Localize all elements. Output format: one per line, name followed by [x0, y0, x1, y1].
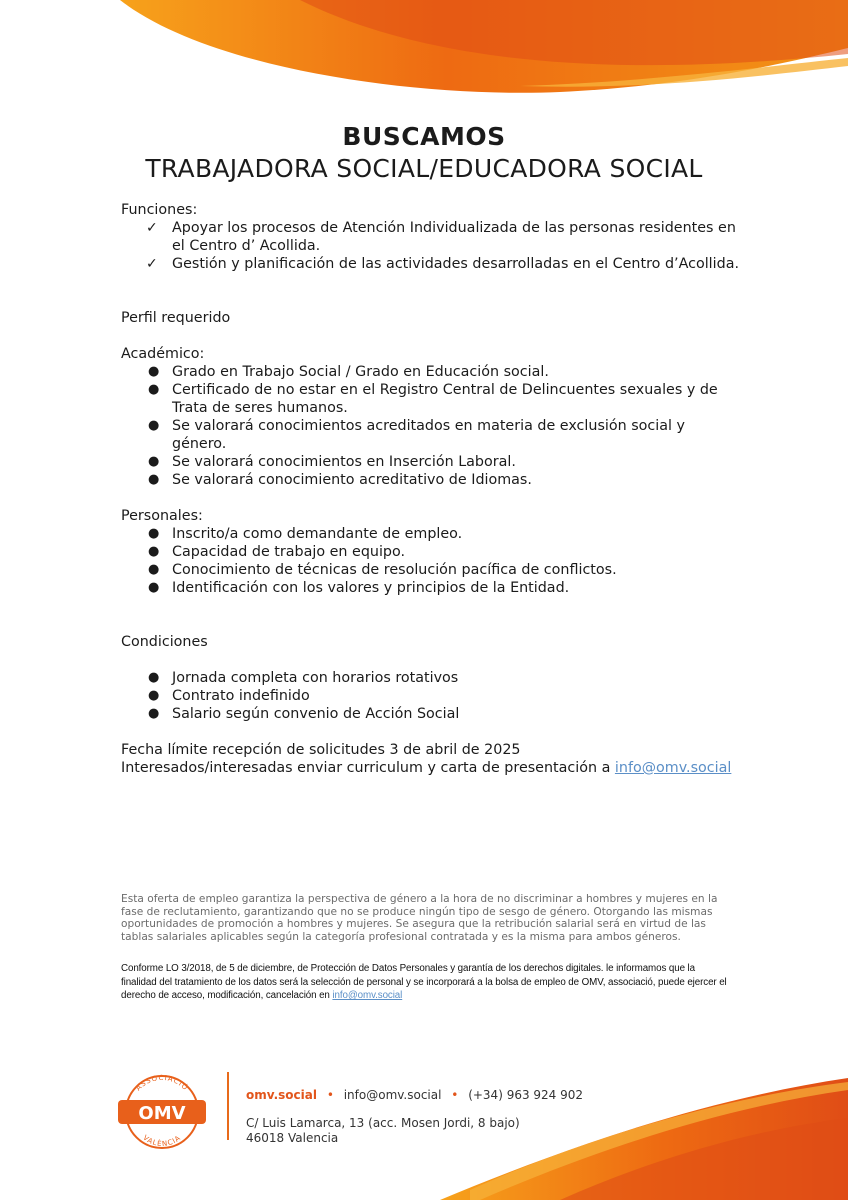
bullet-icon: ●	[148, 544, 160, 559]
academico-list	[121, 363, 741, 489]
bullet-icon: ●	[148, 364, 160, 379]
apply-email-link[interactable]: info@omv.social	[614, 760, 732, 776]
list-item: ● Capacidad de trabajo en equipo.	[148, 544, 406, 560]
legal-email-link[interactable]: info@omv.social	[332, 990, 403, 1001]
bullet-icon: ●	[148, 472, 160, 487]
separator-dot: •	[451, 1088, 459, 1102]
list-item: ✓ Apoyar los procesos de Atención Individualizada de las personas residentes en el Centro d’ Acollida.	[146, 220, 736, 254]
footer-contact	[246, 1086, 583, 1146]
funciones-label: Funciones:	[121, 202, 198, 218]
job-description	[121, 201, 741, 777]
bullet-icon: ●	[148, 526, 160, 541]
bullet-icon: ●	[148, 382, 160, 397]
svg-text:OMV: OMV	[138, 1103, 186, 1124]
apply-text: Interesados/interesadas enviar curriculum y carta de presentación a info@omv.social	[121, 760, 732, 776]
heading	[0, 122, 848, 186]
perfil-label: Perfil requerido	[121, 310, 231, 326]
list-item: ✓ Gestión y planificación de las actividades desarrolladas en el Centro d’Acollida.	[146, 256, 740, 272]
svg-text:ASSOCIACIÓ: ASSOCIACIÓ	[134, 1073, 190, 1093]
bullet-icon: ●	[148, 580, 160, 595]
website-link[interactable]: omv.social	[246, 1088, 317, 1102]
list-item: ● Contrato indefinido	[148, 688, 310, 704]
personales-label: Personales:	[121, 508, 203, 524]
academico-label: Académico:	[121, 346, 205, 362]
condiciones-label: Condiciones	[121, 634, 208, 650]
list-item: ● Inscrito/a como demandante de empleo.	[148, 526, 463, 542]
phone-number: (+34) 963 924 902	[468, 1088, 584, 1102]
gender-disclaimer: Esta oferta de empleo garantiza la perspectiva de género a la hora de no discriminar a hombres y mujeres en la fase de reclutamiento, garantizando que no se produce ningún tipo de sesgo de género. Otorgando las mismas oportunidades de promoción a hombres y mujeres. Se asegura que la retribución salarial será en virtud de las tablas salariales aplicables según la categoría profesional contratada y es la misma para ambos géneros.	[121, 893, 718, 943]
deadline-text: Fecha límite recepción de solicitudes 3 de abril de 2025	[121, 742, 521, 758]
address-line-1: C/ Luis Lamarca, 13 (acc. Mosen Jordi, 8 bajo)	[246, 1116, 520, 1130]
funciones-list	[121, 219, 741, 273]
bullet-icon: ●	[148, 454, 160, 469]
list-item: ● Grado en Trabajo Social / Grado en Educación social.	[148, 364, 549, 380]
bullet-icon: ●	[148, 562, 160, 577]
heading-sub: TRABAJADORA SOCIAL/EDUCADORA SOCIAL	[145, 154, 703, 183]
footer-email-link[interactable]: info@omv.social	[343, 1088, 442, 1102]
check-icon: ✓	[146, 220, 158, 236]
list-item: ● Certificado de no estar en el Registro Central de Delincuentes sexuales y de Trata de seres humanos.	[148, 382, 718, 416]
separator-dot: •	[326, 1088, 334, 1102]
list-item: ● Se valorará conocimiento acreditativo de Idiomas.	[148, 472, 532, 488]
condiciones-list	[121, 669, 741, 723]
bullet-icon: ●	[148, 706, 160, 721]
list-item: ● Salario según convenio de Acción Social	[148, 706, 460, 722]
footer-divider	[227, 1072, 229, 1140]
address-line-2: 46018 Valencia	[246, 1131, 339, 1145]
list-item: ● Jornada completa con horarios rotativos	[148, 670, 459, 686]
header-wave-decoration	[0, 0, 848, 100]
omv-logo	[114, 1070, 210, 1154]
list-item: ● Se valorará conocimientos en Inserción Laboral.	[148, 454, 516, 470]
bullet-icon: ●	[148, 688, 160, 703]
list-item: ● Identificación con los valores y principios de la Entidad.	[148, 580, 570, 596]
check-icon: ✓	[146, 256, 158, 272]
personales-list	[121, 525, 741, 597]
svg-text:VALÈNCIA: VALÈNCIA	[141, 1133, 183, 1149]
heading-main: BUSCAMOS	[342, 122, 506, 151]
bullet-icon: ●	[148, 418, 160, 433]
bullet-icon: ●	[148, 670, 160, 685]
list-item: ● Conocimiento de técnicas de resolución pacífica de conflictos.	[148, 562, 617, 578]
list-item: ● Se valorará conocimientos acreditados en materia de exclusión social y género.	[148, 418, 685, 452]
data-protection-notice: Conforme LO 3/2018, de 5 de diciembre, de Protección de Datos Personales y garantía de los derechos digitales. le informamos que la finalidad del tratamiento de los datos será la selección de personal y se incorporará a la bolsa de empleo de OMV, associació, puede ejercer el derecho de acceso, modificación, cancelación en info@omv.social	[121, 963, 727, 1001]
